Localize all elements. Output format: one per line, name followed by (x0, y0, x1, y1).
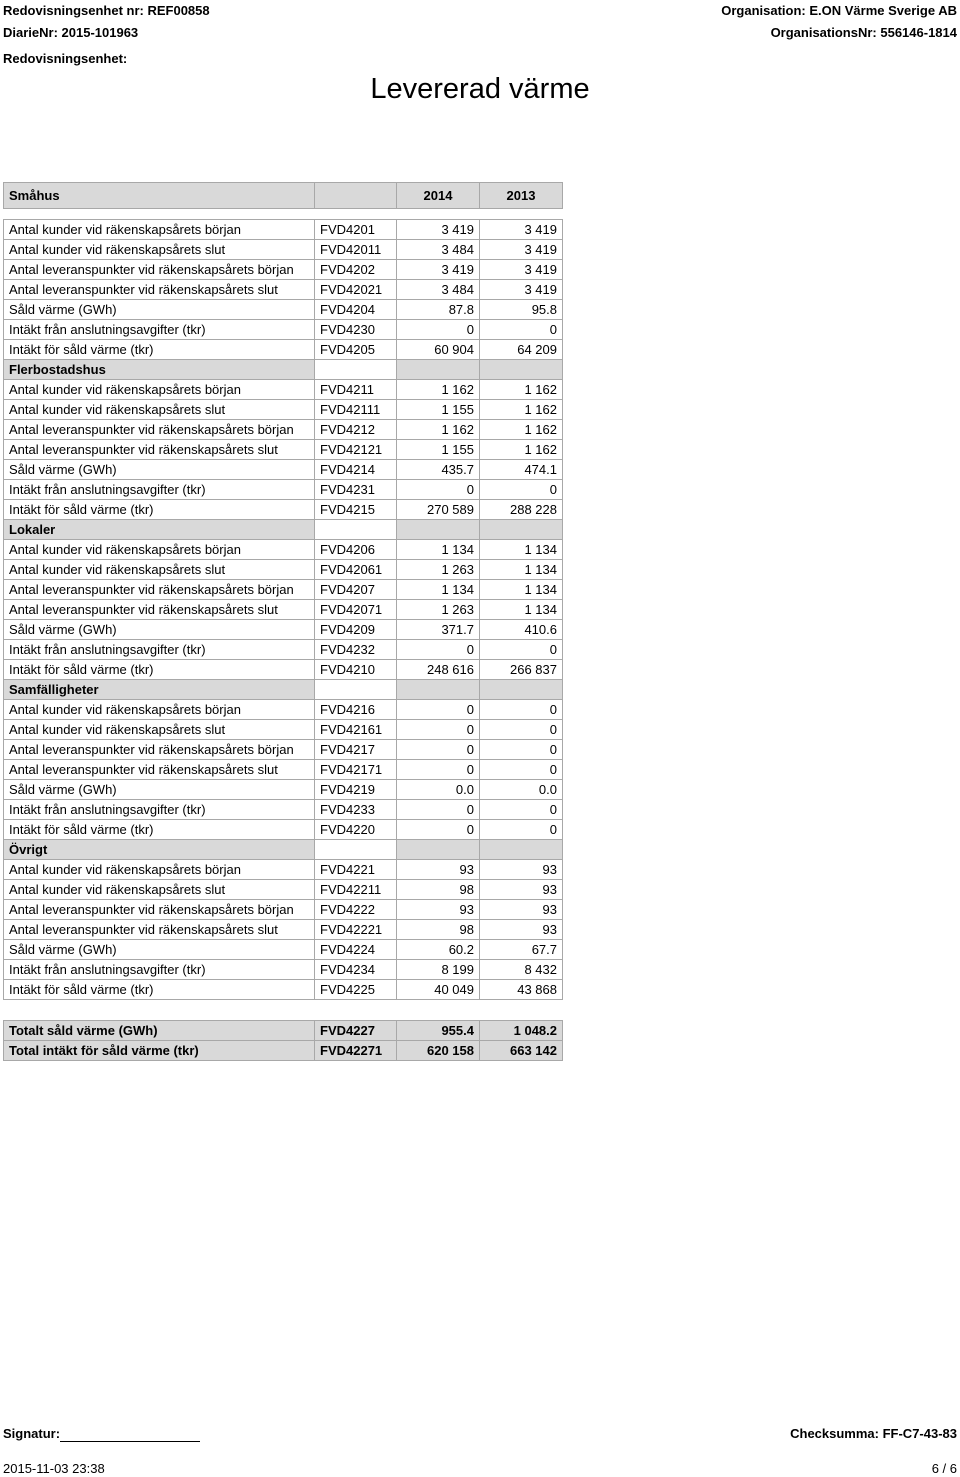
value-2014: 1 263 (397, 560, 480, 580)
row-code: FVD4215 (315, 500, 397, 520)
value-2013: 0 (480, 700, 563, 720)
value-2013: 474.1 (480, 460, 563, 480)
value-2013: 95.8 (480, 300, 563, 320)
table-row (4, 300, 563, 320)
row-code: FVD42111 (315, 400, 397, 420)
value-2014: 3 419 (397, 260, 480, 280)
table-row (4, 260, 563, 280)
value-2014: 0 (397, 760, 480, 780)
value-2013: 1 134 (480, 560, 563, 580)
value-2013: 3 419 (480, 240, 563, 260)
section-row (4, 840, 563, 860)
row-code: FVD4221 (315, 860, 397, 880)
table-row (4, 600, 563, 620)
table-row (4, 320, 563, 340)
table-row (4, 920, 563, 940)
table-row (4, 380, 563, 400)
table-cell (480, 680, 563, 700)
row-code: FVD4212 (315, 420, 397, 440)
table-row (4, 440, 563, 460)
table-row (4, 640, 563, 660)
table-row (4, 580, 563, 600)
spacer-row (4, 209, 563, 220)
section-row (4, 360, 563, 380)
value-2013: 93 (480, 860, 563, 880)
row-label: Antal leveranspunkter vid räkenskapsårets början (4, 900, 315, 920)
table-row (4, 620, 563, 640)
table-row (4, 700, 563, 720)
row-label: Intäkt för såld värme (tkr) (4, 820, 315, 840)
table-row (4, 540, 563, 560)
table-row (4, 760, 563, 780)
table-row (4, 340, 563, 360)
table-row (4, 860, 563, 880)
spacer-cell (480, 209, 563, 220)
row-label: Antal leveranspunkter vid räkenskapsårets början (4, 420, 315, 440)
value-2014: 371.7 (397, 620, 480, 640)
section-heading: Flerbostadshus (4, 360, 315, 380)
value-2013: 0 (480, 320, 563, 340)
row-label: Antal leveranspunkter vid räkenskapsårets slut (4, 280, 315, 300)
organisation-number: OrganisationsNr: 556146-1814 (770, 25, 957, 40)
row-label: Antal leveranspunkter vid räkenskapsårets slut (4, 600, 315, 620)
value-2013: 3 419 (480, 220, 563, 240)
value-2014: 1 162 (397, 380, 480, 400)
value-2013: 0 (480, 640, 563, 660)
value-2013: 0 (480, 480, 563, 500)
value-2014: 1 134 (397, 580, 480, 600)
value-2014: 0 (397, 320, 480, 340)
row-code: FVD42171 (315, 760, 397, 780)
row-label: Intäkt från anslutningsavgifter (tkr) (4, 320, 315, 340)
table-row (4, 280, 563, 300)
row-label: Intäkt från anslutningsavgifter (tkr) (4, 480, 315, 500)
value-2014: 93 (397, 900, 480, 920)
checksum: Checksumma: FF-C7-43-83 (790, 1426, 957, 1441)
row-label: Intäkt för såld värme (tkr) (4, 980, 315, 1000)
row-code: FVD42161 (315, 720, 397, 740)
section-heading: Övrigt (4, 840, 315, 860)
row-code: FVD4217 (315, 740, 397, 760)
row-label: Såld värme (GWh) (4, 300, 315, 320)
value-2014: 3 419 (397, 220, 480, 240)
section-heading: Småhus (4, 183, 315, 209)
row-label: Intäkt för såld värme (tkr) (4, 500, 315, 520)
table-row (4, 460, 563, 480)
row-label: Antal leveranspunkter vid räkenskapsårets början (4, 580, 315, 600)
value-2014: 98 (397, 880, 480, 900)
row-code: FVD42011 (315, 240, 397, 260)
value-2014: 1 134 (397, 540, 480, 560)
table-row (4, 500, 563, 520)
row-code: FVD4233 (315, 800, 397, 820)
total-2013: 1 048.2 (480, 1021, 563, 1041)
table-cell (315, 520, 397, 540)
table-row (4, 420, 563, 440)
table-row (4, 220, 563, 240)
row-label: Antal kunder vid räkenskapsårets slut (4, 880, 315, 900)
table-cell (480, 520, 563, 540)
value-2013: 1 134 (480, 580, 563, 600)
row-code: FVD4231 (315, 480, 397, 500)
table-cell (315, 183, 397, 209)
table-cell (315, 680, 397, 700)
row-label: Antal leveranspunkter vid räkenskapsårets slut (4, 440, 315, 460)
row-code: FVD42061 (315, 560, 397, 580)
spacer-cell (315, 209, 397, 220)
total-2014: 620 158 (397, 1041, 480, 1061)
row-code: FVD4210 (315, 660, 397, 680)
value-2013: 93 (480, 900, 563, 920)
value-2013: 288 228 (480, 500, 563, 520)
row-label: Antal kunder vid räkenskapsårets början (4, 700, 315, 720)
value-2014: 60 904 (397, 340, 480, 360)
row-code: FVD4201 (315, 220, 397, 240)
row-code: FVD42021 (315, 280, 397, 300)
value-2013: 3 419 (480, 280, 563, 300)
row-code: FVD4209 (315, 620, 397, 640)
spacer-cell (397, 209, 480, 220)
value-2014: 0 (397, 700, 480, 720)
value-2014: 1 155 (397, 400, 480, 420)
table-row (4, 560, 563, 580)
value-2014: 8 199 (397, 960, 480, 980)
row-code: FVD42211 (315, 880, 397, 900)
table-row (4, 400, 563, 420)
value-2013: 0 (480, 740, 563, 760)
year-header: 2014 (397, 183, 480, 209)
table-row (4, 820, 563, 840)
value-2013: 1 162 (480, 400, 563, 420)
row-code: FVD4232 (315, 640, 397, 660)
row-code: FVD4211 (315, 380, 397, 400)
value-2014: 0 (397, 740, 480, 760)
row-code: FVD4207 (315, 580, 397, 600)
row-code: FVD4204 (315, 300, 397, 320)
row-code: FVD4222 (315, 900, 397, 920)
table-row (4, 660, 563, 680)
value-2013: 43 868 (480, 980, 563, 1000)
table-cell (397, 840, 480, 860)
row-code: FVD4225 (315, 980, 397, 1000)
unit-number: Redovisningsenhet nr: REF00858 (3, 3, 210, 18)
table-row (4, 880, 563, 900)
value-2014: 3 484 (397, 240, 480, 260)
value-2013: 410.6 (480, 620, 563, 640)
timestamp: 2015-11-03 23:38 (3, 1461, 105, 1476)
value-2014: 0 (397, 800, 480, 820)
table-row (4, 980, 563, 1000)
row-code: FVD4219 (315, 780, 397, 800)
row-code: FVD42121 (315, 440, 397, 460)
table-row (4, 940, 563, 960)
table-header-row (4, 183, 563, 209)
total-code: FVD4227 (315, 1021, 397, 1041)
row-label: Intäkt från anslutningsavgifter (tkr) (4, 800, 315, 820)
row-code: FVD42221 (315, 920, 397, 940)
row-code: FVD42071 (315, 600, 397, 620)
delivered-heat-table (3, 182, 563, 1061)
row-label: Intäkt för såld värme (tkr) (4, 660, 315, 680)
table-row (4, 720, 563, 740)
value-2014: 1 263 (397, 600, 480, 620)
value-2014: 0 (397, 480, 480, 500)
row-label: Antal leveranspunkter vid räkenskapsårets slut (4, 920, 315, 940)
section-row (4, 520, 563, 540)
section-heading: Samfälligheter (4, 680, 315, 700)
row-code: FVD4202 (315, 260, 397, 280)
spacer-cell (4, 1000, 315, 1021)
total-code: FVD42271 (315, 1041, 397, 1061)
value-2013: 8 432 (480, 960, 563, 980)
value-2014: 435.7 (397, 460, 480, 480)
table-row (4, 900, 563, 920)
page-number: 6 / 6 (931, 1461, 957, 1476)
row-code: FVD4216 (315, 700, 397, 720)
table-cell (397, 520, 480, 540)
value-2014: 0 (397, 720, 480, 740)
value-2013: 1 162 (480, 420, 563, 440)
value-2014: 270 589 (397, 500, 480, 520)
value-2013: 0 (480, 760, 563, 780)
value-2013: 0 (480, 720, 563, 740)
value-2014: 98 (397, 920, 480, 940)
row-label: Antal kunder vid räkenskapsårets slut (4, 560, 315, 580)
value-2014: 1 162 (397, 420, 480, 440)
total-row (4, 1021, 563, 1041)
row-code: FVD4205 (315, 340, 397, 360)
total-2014: 955.4 (397, 1021, 480, 1041)
organisation-name: Organisation: E.ON Värme Sverige AB (721, 3, 957, 18)
row-label: Intäkt för såld värme (tkr) (4, 340, 315, 360)
value-2013: 1 162 (480, 440, 563, 460)
spacer-cell (480, 1000, 563, 1021)
spacer-cell (315, 1000, 397, 1021)
value-2013: 266 837 (480, 660, 563, 680)
value-2014: 40 049 (397, 980, 480, 1000)
value-2014: 0 (397, 640, 480, 660)
total-2013: 663 142 (480, 1041, 563, 1061)
table-cell (480, 840, 563, 860)
row-label: Antal leveranspunkter vid räkenskapsårets början (4, 740, 315, 760)
section-heading: Lokaler (4, 520, 315, 540)
value-2014: 60.2 (397, 940, 480, 960)
table-row (4, 960, 563, 980)
row-label: Antal kunder vid räkenskapsårets slut (4, 400, 315, 420)
value-2014: 0.0 (397, 780, 480, 800)
total-label: Total intäkt för såld värme (tkr) (4, 1041, 315, 1061)
table-cell (480, 360, 563, 380)
value-2013: 93 (480, 920, 563, 940)
row-label: Antal kunder vid räkenskapsårets början (4, 220, 315, 240)
value-2013: 0 (480, 820, 563, 840)
row-label: Antal kunder vid räkenskapsårets början (4, 540, 315, 560)
table-cell (315, 360, 397, 380)
total-row (4, 1041, 563, 1061)
spacer-cell (4, 209, 315, 220)
table-row (4, 780, 563, 800)
row-label: Antal leveranspunkter vid räkenskapsårets slut (4, 760, 315, 780)
table-row (4, 740, 563, 760)
row-code: FVD4214 (315, 460, 397, 480)
unit-label: Redovisningsenhet: (3, 51, 128, 66)
row-label: Såld värme (GWh) (4, 940, 315, 960)
table-row (4, 800, 563, 820)
value-2014: 3 484 (397, 280, 480, 300)
value-2013: 93 (480, 880, 563, 900)
row-label: Såld värme (GWh) (4, 460, 315, 480)
value-2013: 1 134 (480, 600, 563, 620)
row-label: Antal kunder vid räkenskapsårets början (4, 380, 315, 400)
total-label: Totalt såld värme (GWh) (4, 1021, 315, 1041)
row-label: Antal leveranspunkter vid räkenskapsårets början (4, 260, 315, 280)
row-code: FVD4230 (315, 320, 397, 340)
page-title: Levererad värme (370, 73, 590, 105)
value-2013: 0 (480, 800, 563, 820)
diarie-number: DiarieNr: 2015-101963 (3, 25, 139, 40)
value-2014: 87.8 (397, 300, 480, 320)
row-label: Intäkt från anslutningsavgifter (tkr) (4, 640, 315, 660)
row-code: FVD4224 (315, 940, 397, 960)
table-cell (315, 840, 397, 860)
value-2013: 1 134 (480, 540, 563, 560)
table-cell (397, 360, 480, 380)
row-label: Antal kunder vid räkenskapsårets slut (4, 720, 315, 740)
row-label: Antal kunder vid räkenskapsårets slut (4, 240, 315, 260)
row-label: Intäkt från anslutningsavgifter (tkr) (4, 960, 315, 980)
value-2014: 93 (397, 860, 480, 880)
row-code: FVD4220 (315, 820, 397, 840)
value-2014: 248 616 (397, 660, 480, 680)
value-2013: 0.0 (480, 780, 563, 800)
value-2013: 64 209 (480, 340, 563, 360)
table-row (4, 240, 563, 260)
table-cell (397, 680, 480, 700)
row-label: Antal kunder vid räkenskapsårets början (4, 860, 315, 880)
spacer-row (4, 1000, 563, 1021)
value-2014: 1 155 (397, 440, 480, 460)
row-code: FVD4234 (315, 960, 397, 980)
value-2013: 3 419 (480, 260, 563, 280)
spacer-cell (397, 1000, 480, 1021)
signature-label: Signatur: (3, 1426, 200, 1442)
row-label: Såld värme (GWh) (4, 780, 315, 800)
signature-line (60, 1428, 200, 1442)
year-header: 2013 (480, 183, 563, 209)
row-label: Såld värme (GWh) (4, 620, 315, 640)
value-2013: 1 162 (480, 380, 563, 400)
section-row (4, 680, 563, 700)
value-2013: 67.7 (480, 940, 563, 960)
row-code: FVD4206 (315, 540, 397, 560)
value-2014: 0 (397, 820, 480, 840)
table-row (4, 480, 563, 500)
